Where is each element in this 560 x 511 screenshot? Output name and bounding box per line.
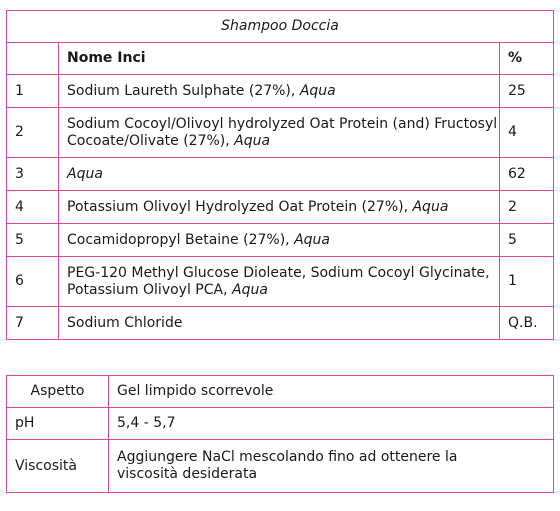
property-value: Aggiungere NaCl mescolando fino ad ottenere la viscosità desiderata	[109, 440, 554, 493]
row-inci	[59, 224, 500, 257]
row-num: 7	[7, 307, 59, 340]
row-pct: 25	[500, 75, 554, 108]
formula-title: Shampoo Doccia	[7, 11, 554, 43]
inci-aqua: Aqua	[294, 231, 330, 248]
row-pct: Q.B.	[500, 307, 554, 340]
row-pct: 1	[500, 257, 554, 307]
row-num: 4	[7, 191, 59, 224]
row-num: 3	[7, 158, 59, 191]
property-row	[7, 440, 554, 493]
table-row	[7, 158, 554, 191]
row-inci	[59, 108, 500, 158]
header-row	[7, 43, 554, 75]
row-inci	[59, 191, 500, 224]
property-label: Aspetto	[7, 376, 109, 408]
row-num: 1	[7, 75, 59, 108]
table-row	[7, 307, 554, 340]
table-row	[7, 224, 554, 257]
inci-aqua: Aqua	[234, 132, 271, 149]
row-pct: 4	[500, 108, 554, 158]
table-row	[7, 191, 554, 224]
inci-aqua: Aqua	[67, 165, 103, 182]
properties-table	[6, 375, 554, 493]
row-num: 6	[7, 257, 59, 307]
formula-title-row	[7, 11, 554, 43]
header-num	[7, 43, 59, 75]
inci-text: Potassium Olivoyl Hydrolyzed Oat Protein (27%),	[67, 198, 413, 215]
table-row	[7, 257, 554, 307]
inci-text: Sodium Laureth Sulphate (27%),	[67, 82, 300, 99]
row-num: 2	[7, 108, 59, 158]
row-pct: 5	[500, 224, 554, 257]
property-row	[7, 376, 554, 408]
inci-aqua: Aqua	[232, 281, 268, 298]
row-inci	[59, 257, 500, 307]
header-pct: %	[500, 43, 554, 75]
row-pct: 62	[500, 158, 554, 191]
property-row	[7, 408, 554, 440]
row-inci	[59, 158, 500, 191]
header-inci: Nome Inci	[59, 43, 500, 75]
inci-aqua: Aqua	[299, 82, 336, 99]
property-label: pH	[7, 408, 109, 440]
inci-aqua: Aqua	[412, 198, 449, 215]
property-label: Viscosità	[7, 440, 109, 493]
property-value: 5,4 - 5,7	[109, 408, 554, 440]
row-inci	[59, 307, 500, 340]
inci-text: Sodium Chloride	[67, 314, 183, 331]
row-inci	[59, 75, 500, 108]
table-row	[7, 108, 554, 158]
inci-text: PEG-120 Methyl Glucose Dioleate, Sodium Cocoyl Glycinate, Potassium Olivoyl PCA,	[67, 264, 490, 298]
inci-text: Sodium Cocoyl/Olivoyl hydrolyzed Oat Protein (and) Fructosyl Cocoate/Olivate (27%),	[67, 115, 498, 149]
row-pct: 2	[500, 191, 554, 224]
formula-table	[6, 10, 554, 340]
property-value: Gel limpido scorrevole	[109, 376, 554, 408]
table-row	[7, 75, 554, 108]
inci-text: Cocamidopropyl Betaine (27%),	[67, 231, 295, 248]
row-num: 5	[7, 224, 59, 257]
